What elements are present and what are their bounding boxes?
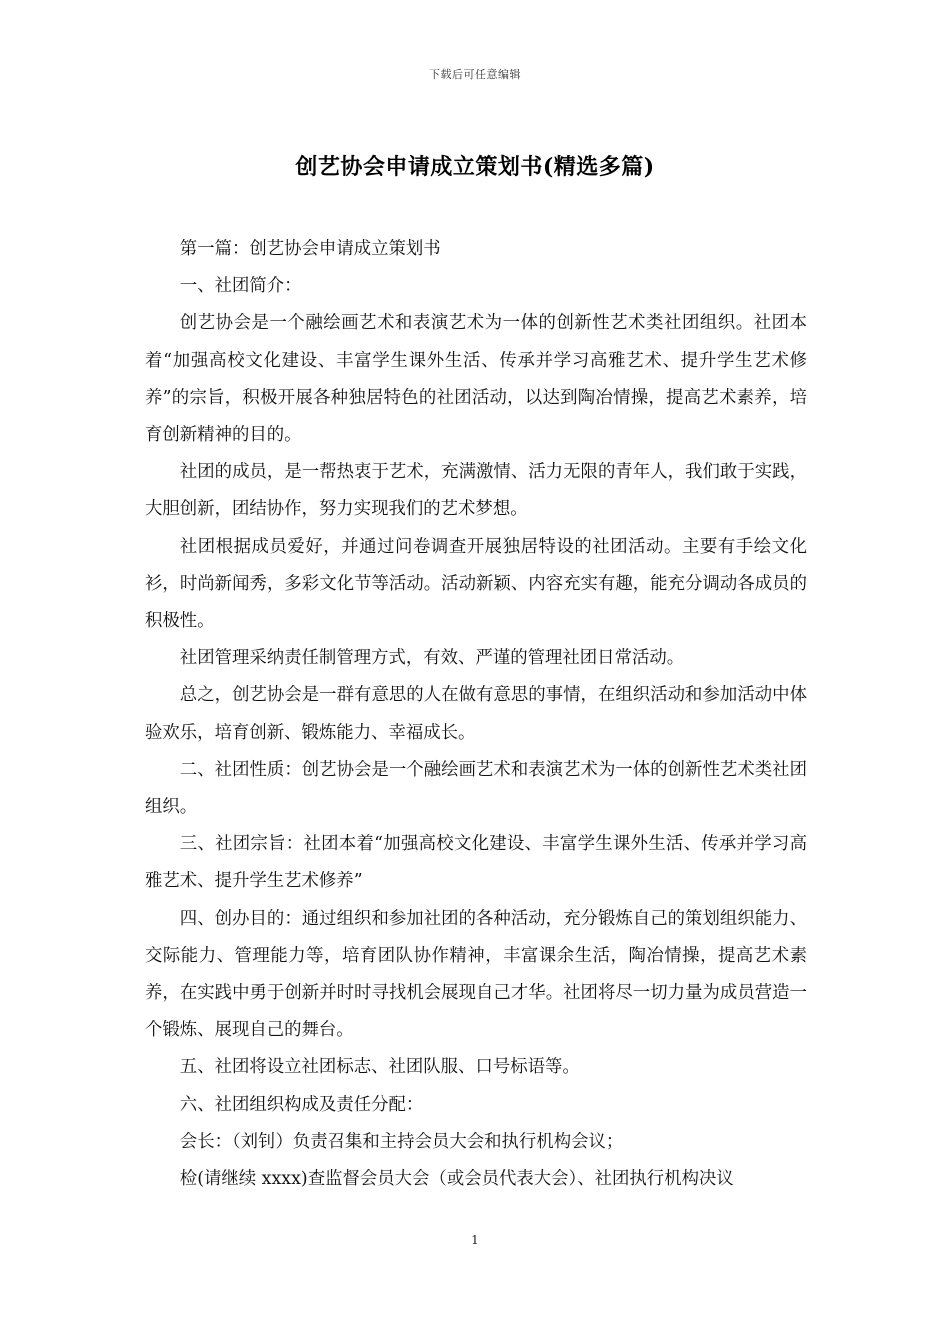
paragraph-members: 社团的成员，是一帮热衷于艺术，充满激情、活力无限的青年人，我们敢于实践，大胆创新，团结协作，努力实现我们的艺术梦想。: [145, 462, 807, 520]
paragraph-intro: 创艺协会是一个融绘画艺术和表演艺术为一体的创新性艺术类社团组织。社团本着“加强高校文化建设、丰富学生课外生活、传承并学习高雅艺术、提升学生艺术修养”的宗旨，积极开展各种独居特色的社团活动，以达到陶冶情操，提高艺术素养，培育创新精神的目的。: [145, 313, 807, 446]
document-body: [145, 231, 807, 1198]
paragraph-activities: 社团根据成员爱好，并通过问卷调查开展独居特设的社团活动。主要有手绘文化衫，时尚新闻秀，多彩文化节等活动。活动新颖、内容充实有趣，能充分调动各成员的积极性。: [145, 536, 807, 632]
paragraph-goals: 四、创办目的：通过组织和参加社团的各种活动，充分锻炼自己的策划组织能力、交际能力、管理能力等，培育团队协作精神，丰富课余生活，陶冶情操，提高艺术素养，在实践中勇于创新并时时寻找机会展现自己才华。社团将尽一切力量为成员营造一个锻炼、展现自己的舞台。: [145, 908, 807, 1041]
section-heading-structure: 六、社团组织构成及责任分配：: [179, 1094, 424, 1115]
section-heading-intro: 一、社团简介：: [179, 276, 302, 297]
document-title: 创艺协会申请成立策划书(精选多篇): [295, 154, 655, 180]
paragraph-summary: 总之，创艺协会是一群有意思的人在做有意思的事情，在组织活动和参加活动中体验欢乐，培育创新、锻炼能力、幸福成长。: [145, 685, 807, 743]
paragraph-management: 社团管理采纳责任制管理方式，有效、严谨的管理社团日常活动。: [179, 648, 685, 669]
paragraph-identity: 五、社团将设立社团标志、社团队服、口号标语等。: [179, 1057, 580, 1078]
page-number: 1: [471, 1233, 479, 1247]
paragraph-supervision: 检(请继续 xxxx)查监督会员大会（或会员代表大会）、社团执行机构决议: [179, 1169, 734, 1190]
section-heading-part-one: 第一篇：创艺协会申请成立策划书: [179, 239, 441, 259]
paragraph-nature: 二、社团性质：创艺协会是一个融绘画艺术和表演艺术为一体的创新性艺术类社团组织。: [145, 759, 807, 818]
paragraph-president: 会长：（刘钊）负责召集和主持会员大会和执行机构会议；: [179, 1131, 624, 1152]
paragraph-purpose: 三、社团宗旨：社团本着“加强高校文化建设、丰富学生课外生活、传承并学习高雅艺术、提升学生艺术修养”: [145, 834, 807, 892]
header-note: 下载后可任意编辑: [429, 68, 521, 81]
